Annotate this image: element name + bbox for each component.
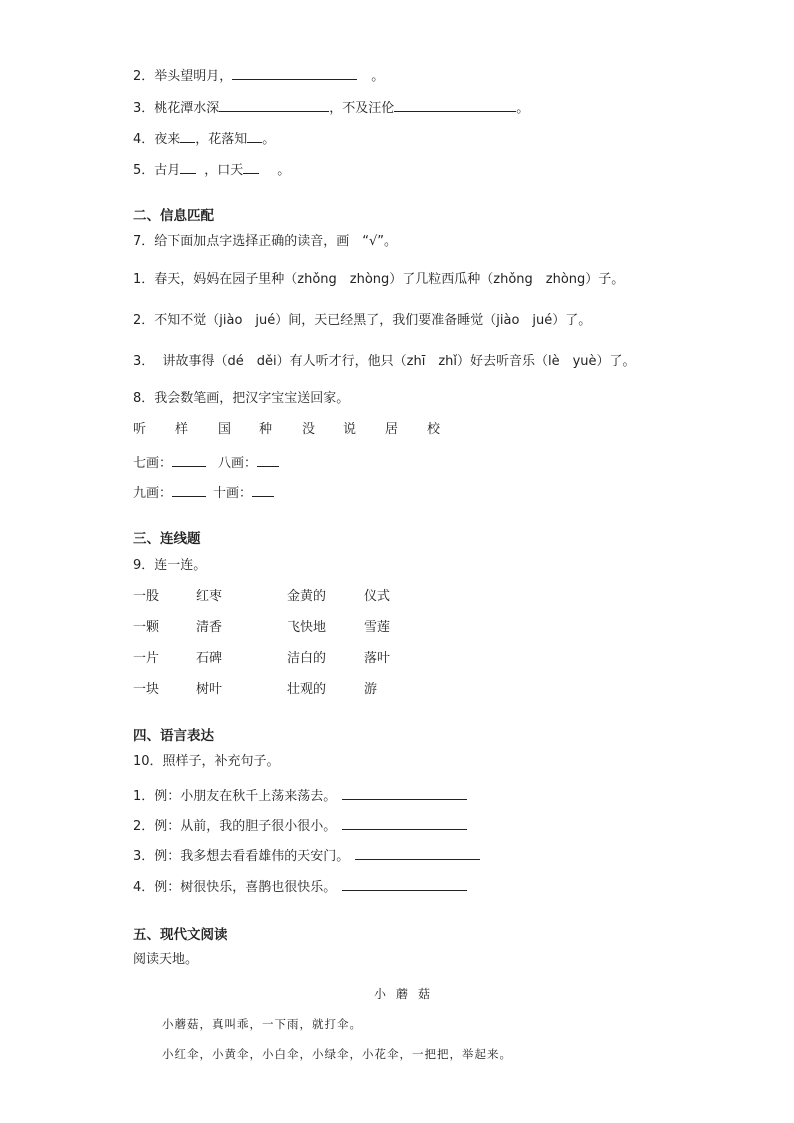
match-item[interactable]: 壮观的	[287, 682, 327, 697]
answer-blank[interactable]	[355, 848, 480, 860]
answer-blank[interactable]	[247, 131, 262, 143]
question-3: 3．桃花潭水深 ，不及汪伦 。	[133, 101, 530, 116]
question-10-item: 4．例：树很快乐，喜鹊也很快乐。	[133, 879, 467, 896]
match-item[interactable]: 一颗	[133, 620, 160, 635]
char-item: 校	[427, 422, 441, 437]
match-item[interactable]: 雪莲	[364, 620, 391, 635]
question-10-prompt: 10．照样子，补充句子。	[133, 754, 280, 769]
char-item: 没	[302, 422, 316, 437]
match-item[interactable]: 落叶	[364, 651, 391, 666]
answer-blank[interactable]	[172, 485, 206, 497]
section-heading: 五、现代文阅读	[133, 927, 228, 943]
stroke-row: 九画： 十画：	[133, 485, 274, 502]
match-item[interactable]: 石碑	[196, 651, 223, 666]
match-item[interactable]: 一块	[133, 682, 160, 697]
char-item: 说	[343, 422, 357, 437]
char-item: 听	[133, 422, 147, 437]
section-heading: 三、连线题	[133, 531, 201, 547]
poem-line: 小蘑菇，真叫乖，一下雨，就打伞。	[162, 1017, 362, 1031]
answer-blank[interactable]	[342, 879, 467, 891]
answer-blank[interactable]	[342, 818, 467, 830]
match-item[interactable]: 一股	[133, 589, 160, 604]
match-item[interactable]: 金黄的	[287, 589, 327, 604]
answer-blank[interactable]	[252, 485, 274, 497]
question-7-prompt: 7．给下面加点字选择正确的读音，画 “√”。	[133, 234, 398, 249]
reading-intro: 阅读天地。	[133, 952, 199, 967]
question-7-item: 3． 讲故事得（dé děi）有人听才行，他只（zhī zhǐ）好去听音乐（lè yuè）了。	[133, 354, 636, 369]
match-item[interactable]: 树叶	[196, 682, 223, 697]
answer-blank[interactable]	[180, 131, 195, 143]
stroke-row: 七画： 八画：	[133, 455, 279, 472]
char-item: 样	[175, 422, 189, 437]
answer-blank[interactable]	[243, 162, 259, 174]
match-item[interactable]: 游	[364, 682, 378, 697]
question-10-item: 3．例：我多想去看看雄伟的天安门。	[133, 848, 480, 865]
char-item: 国	[218, 422, 232, 437]
match-item[interactable]: 飞快地	[287, 620, 327, 635]
answer-blank[interactable]	[180, 162, 196, 174]
match-item[interactable]: 仪式	[364, 589, 391, 604]
question-2: 2．举头望明月， 。	[133, 69, 385, 84]
answer-blank[interactable]	[172, 455, 206, 467]
match-item[interactable]: 洁白的	[287, 651, 327, 666]
question-9-prompt: 9．连一连。	[133, 558, 207, 573]
question-10-item: 1．例：小朋友在秋千上荡来荡去。	[133, 788, 467, 805]
section-heading: 四、语言表达	[133, 728, 214, 744]
poem-title: 小蘑菇	[374, 987, 441, 1001]
char-item: 种	[259, 422, 273, 437]
question-7-item: 1．春天，妈妈在园子里种（zhǒng zhòng）了几粒西瓜种（zhǒng zhòng）子。	[133, 272, 625, 287]
question-7-item: 2．不知不觉（jiào jué）间，天已经黑了，我们要准备睡觉（jiào jué）了。	[133, 313, 592, 328]
section-heading: 二、信息匹配	[133, 208, 214, 224]
match-item[interactable]: 红枣	[196, 589, 223, 604]
question-10-item: 2．例：从前，我的胆子很小很小。	[133, 818, 467, 835]
match-item[interactable]: 一片	[133, 651, 160, 666]
match-item[interactable]: 清香	[196, 620, 223, 635]
question-8-prompt: 8．我会数笔画，把汉字宝宝送回家。	[133, 391, 350, 406]
answer-blank[interactable]	[342, 788, 467, 800]
answer-blank[interactable]	[257, 455, 279, 467]
answer-blank[interactable]	[394, 100, 516, 112]
poem-line: 小红伞，小黄伞，小白伞，小绿伞，小花伞，一把把，举起来。	[162, 1047, 512, 1061]
answer-blank[interactable]	[219, 100, 329, 112]
answer-blank[interactable]	[232, 68, 357, 80]
char-item: 居	[385, 422, 399, 437]
question-5: 5．古月 ，口天 。	[133, 163, 291, 178]
question-4: 4．夜来 ，花落知 。	[133, 132, 276, 147]
